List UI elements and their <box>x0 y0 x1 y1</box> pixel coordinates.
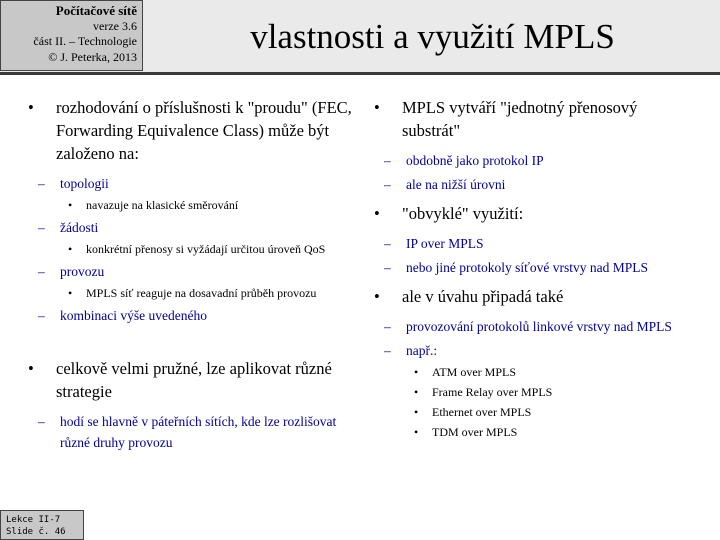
bullet-dot-icon: • <box>414 425 419 439</box>
spacer <box>28 329 363 357</box>
bullet-item: • celkově velmi pružné, lze aplikovat různé strategie <box>28 359 332 401</box>
bullet-item: • ale v úvahu připadá také <box>374 287 564 306</box>
example-item: • Ethernet over MPLS <box>414 405 532 419</box>
dash-icon: – <box>38 308 45 323</box>
example-item: • Frame Relay over MPLS <box>414 385 553 399</box>
sub-item: – provozu <box>28 261 363 282</box>
bullet-dot-icon: • <box>414 405 419 419</box>
slide-title: vlastnosti a využití MPLS <box>250 17 615 56</box>
bullet-dot-icon: • <box>28 359 34 378</box>
detail-item: • navazuje na klasické směrování <box>68 198 239 212</box>
right-bullet-list <box>374 96 694 441</box>
dash-icon: – <box>38 264 45 279</box>
course-version: verze 3.6 <box>93 18 137 33</box>
dash-icon: – <box>38 176 45 191</box>
detail-item: • konkrétní přenosy si vyžádají určitou úroveň QoS <box>68 242 326 256</box>
dash-icon: – <box>384 236 391 251</box>
sub-item: – kombinaci výše uvedeného <box>28 305 363 326</box>
lesson-info-box <box>0 510 84 540</box>
sub-item: – obdobně jako protokol IP <box>374 150 694 171</box>
dash-icon: – <box>384 153 391 168</box>
example-item: • TDM over MPLS <box>414 425 518 439</box>
dash-icon: – <box>384 319 391 334</box>
slide-number: Slide č. 46 <box>6 527 66 537</box>
course-title: Počítačové sítě <box>55 3 137 18</box>
bullet-dot-icon: • <box>68 286 73 300</box>
sub-item: – hodí se hlavně v páteřních sítích, kde lze rozlišovat různé druhy provozu <box>28 411 363 453</box>
bullet-item: • rozhodování o příslušnosti k "proudu" (FEC, Forwarding Equivalence Class) může být založeno na: <box>28 98 352 163</box>
sub-item: – provozování protokolů linkové vrstvy nad MPLS <box>374 316 694 337</box>
sub-item: – IP over MPLS <box>374 233 694 254</box>
bullet-dot-icon: • <box>374 98 380 117</box>
course-part: část II. – Technologie <box>33 34 137 48</box>
bullet-dot-icon: • <box>414 365 419 379</box>
example-item: • ATM over MPLS <box>414 365 517 379</box>
bullet-dot-icon: • <box>68 198 73 212</box>
sub-item: – např.: <box>374 340 694 361</box>
dash-icon: – <box>384 177 391 192</box>
dash-icon: – <box>38 414 45 429</box>
dash-icon: – <box>384 260 391 275</box>
right-column <box>374 96 694 444</box>
dash-icon: – <box>38 220 45 235</box>
bullet-dot-icon: • <box>374 287 380 306</box>
sub-item: – žádosti <box>28 217 363 238</box>
left-bullet-list <box>28 96 363 453</box>
dash-icon: – <box>384 343 391 358</box>
bullet-dot-icon: • <box>374 204 380 223</box>
bullet-item: • "obvyklé" využití: <box>374 204 524 223</box>
bullet-dot-icon: • <box>68 242 73 256</box>
left-column <box>28 96 363 456</box>
detail-item: • MPLS síť reaguje na dosavadní průběh provozu <box>68 286 317 300</box>
course-info-box <box>0 0 143 71</box>
bullet-dot-icon: • <box>414 385 419 399</box>
sub-item: – ale na nižší úrovni <box>374 174 694 195</box>
bullet-dot-icon: • <box>28 98 34 117</box>
header-divider <box>0 72 720 75</box>
sub-item: – topologii <box>28 173 363 194</box>
lesson-number: Lekce II-7 <box>6 515 61 525</box>
bullet-item: • MPLS vytváří "jednotný přenosový substrát" <box>374 98 638 140</box>
sub-item: – nebo jiné protokoly síťové vrstvy nad MPLS <box>374 257 694 278</box>
course-author: © J. Peterka, 2013 <box>48 49 137 64</box>
